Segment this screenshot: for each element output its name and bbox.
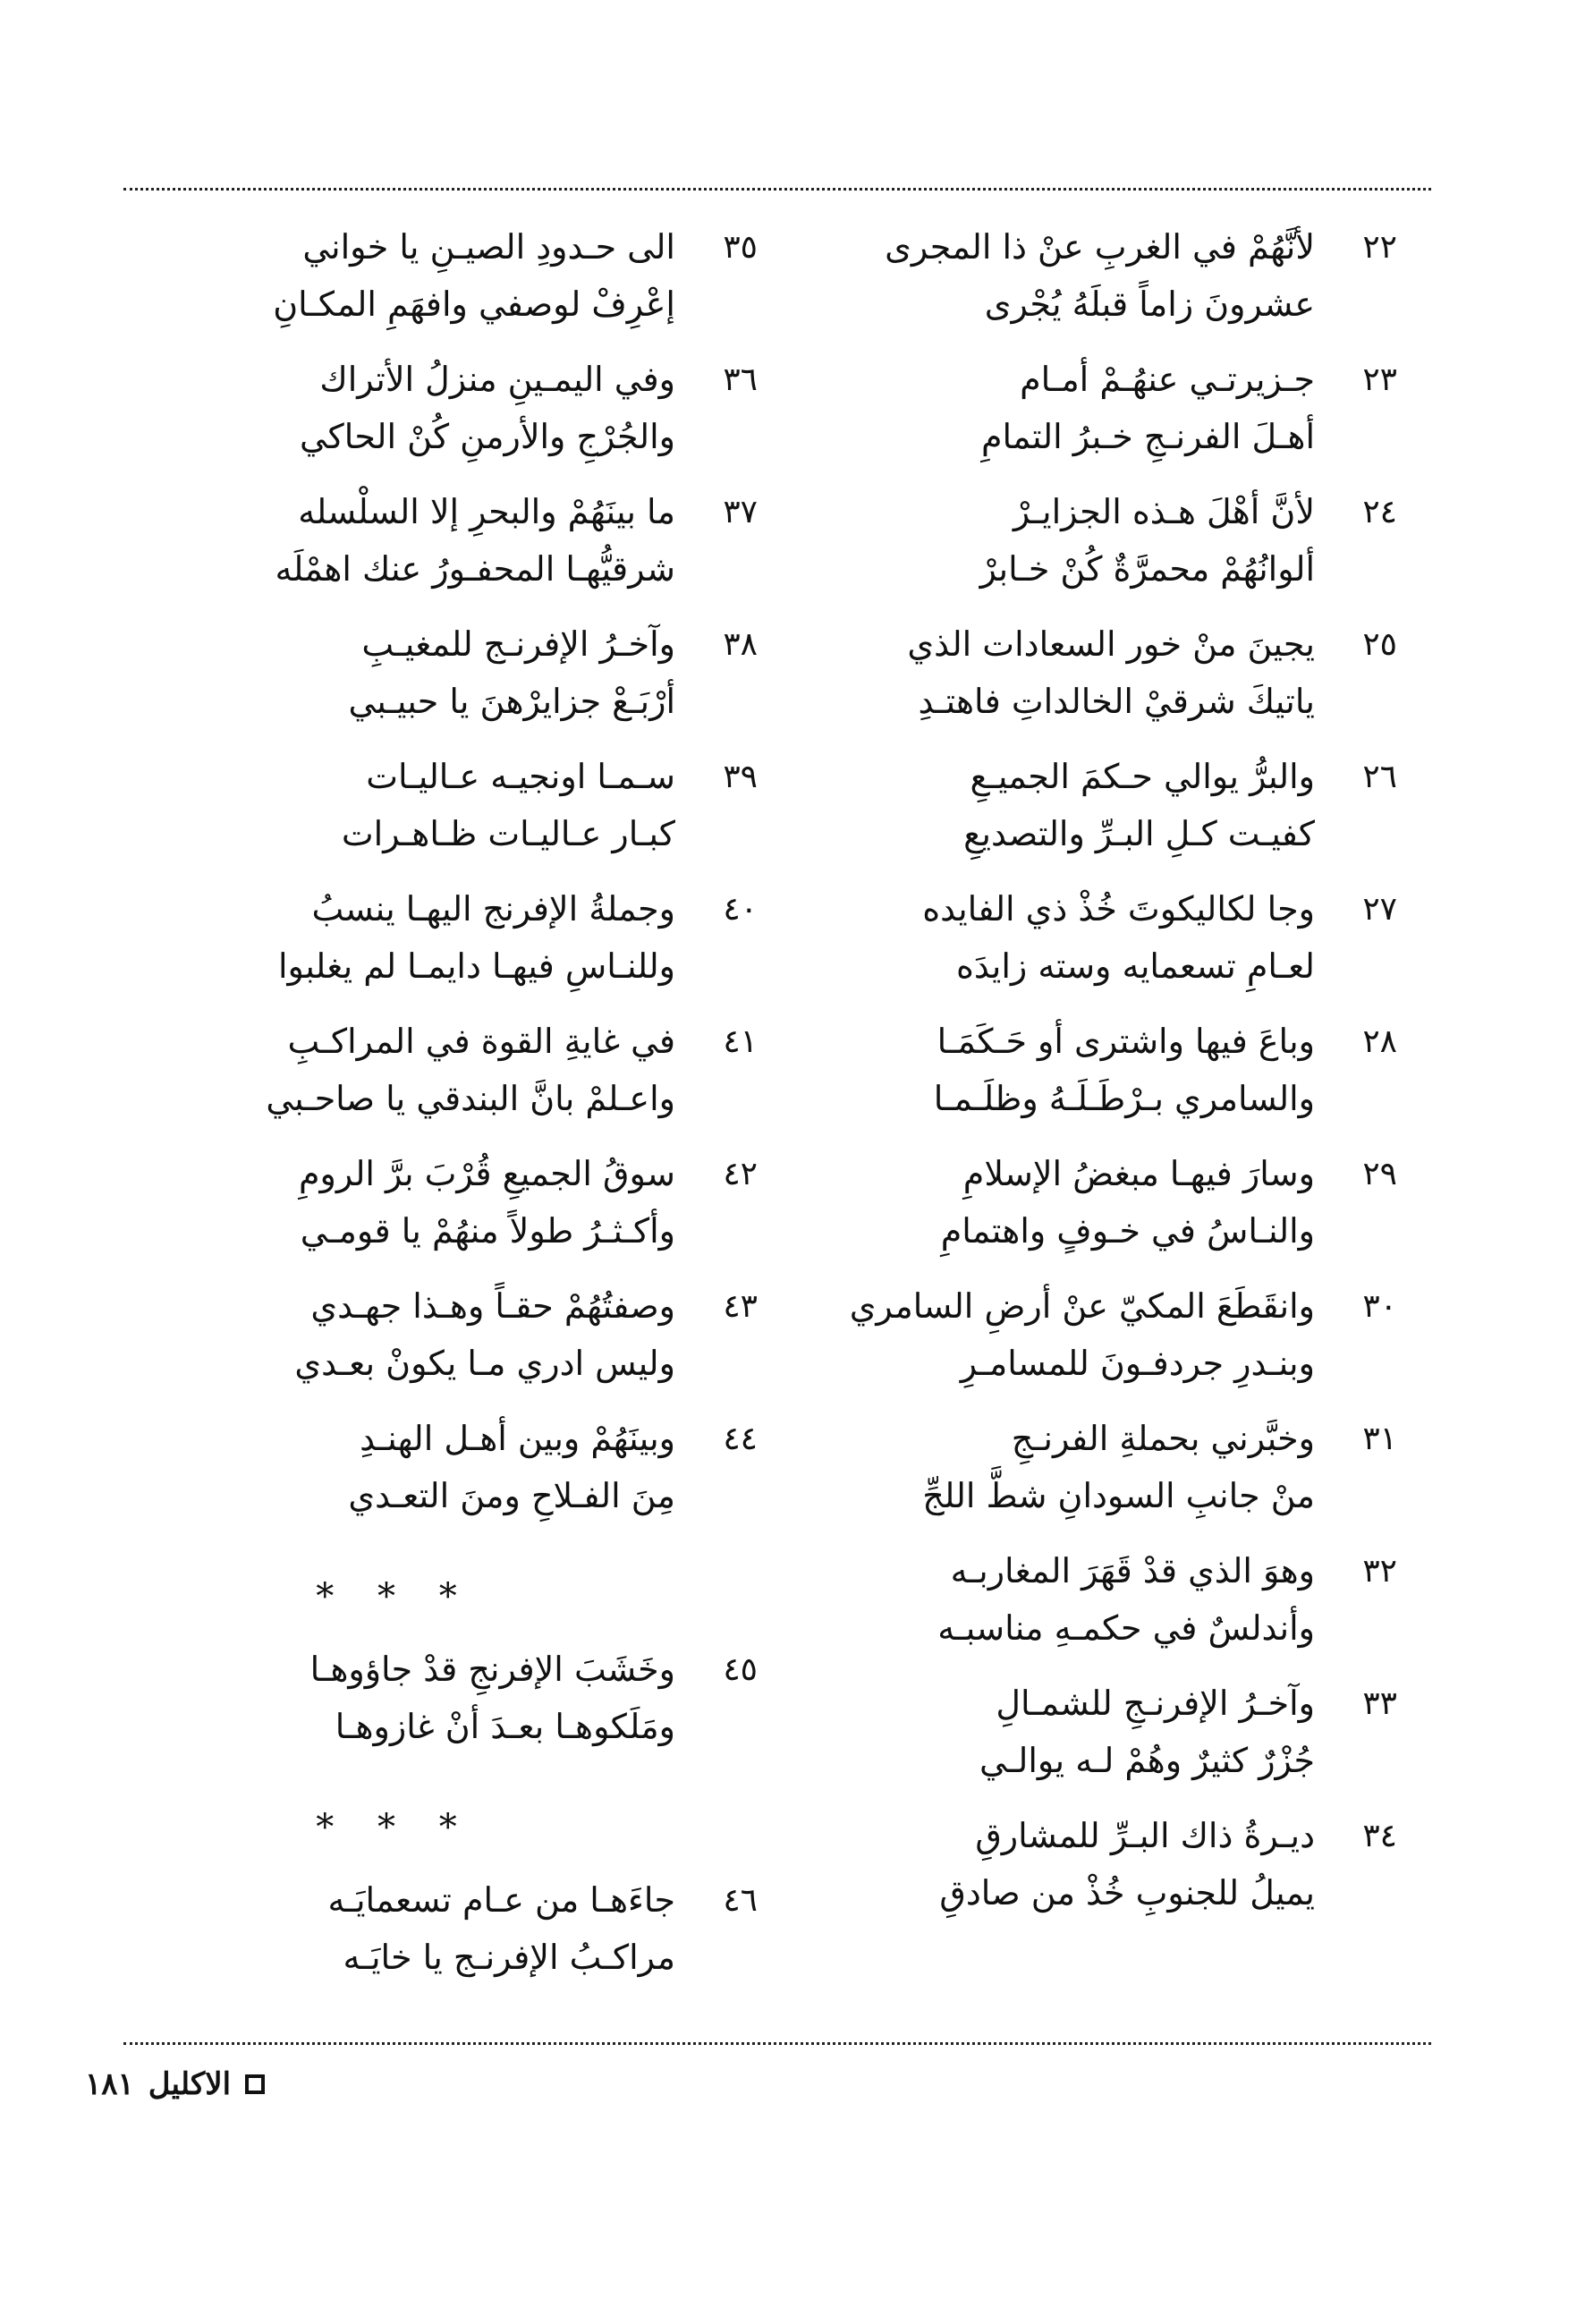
verse-line-second: وليس ادري مـا يكونْ بعـدي xyxy=(294,1344,675,1383)
verse-number: ٣٥ xyxy=(723,229,758,266)
verse-line-first: وباعَ فيها واشترى أو حَـكَمَـا xyxy=(937,1022,1315,1061)
verse-line-first: وانقَطَعَ المكيّ عنْ أرضِ السامري xyxy=(849,1286,1315,1326)
verse-line-first: سوقُ الجميعِ قُرْبَ برَّ الرومِ xyxy=(298,1154,675,1193)
verse-number: ٣٧ xyxy=(723,494,758,530)
verse-line-first: وخَشَبَ الإفرنجِ قدْ جاؤوهـا xyxy=(309,1650,675,1689)
left-column xyxy=(114,224,758,2009)
verse-number: ٣٤ xyxy=(1362,1818,1397,1854)
verse-line-second: أرْبَـعْ جزايرْهنَ يا حبيـبي xyxy=(348,682,675,721)
footer-title: الاكليل xyxy=(148,2066,232,2102)
verse xyxy=(114,1877,758,2009)
verse-line-first: وجا لكاليكوتَ خُذْ ذي الفايده xyxy=(922,889,1315,929)
verse xyxy=(114,488,758,621)
page-footer xyxy=(85,2066,265,2102)
verse-line-first: ما بينَهُمْ والبحرِ إلا السلْسله xyxy=(298,492,675,531)
verse-line-second: شرقيُّهـا المحفـورُ عنك اهمْلَه xyxy=(275,549,675,589)
verse-line-first: لأنَّ أهْلَ هـذه الجزايـرْ xyxy=(1013,492,1315,531)
verse-number: ٢٨ xyxy=(1362,1023,1397,1060)
verse-number: ٢٢ xyxy=(1362,229,1397,266)
verse-line-second: وللنـاسِ فيهـا دايمـا لم يغلبوا xyxy=(278,946,675,986)
verse-line-second: مراكـبُ الإفرنـج يا خايَـه xyxy=(343,1938,675,1977)
verse-number: ٤٤ xyxy=(723,1421,758,1457)
verse-line-first: والبرُّ يوالي حـكمَ الجميـعِ xyxy=(970,757,1315,796)
verse-line-second: ألوانُهُمْ محمرَّةٌ كُنْ خـابرْ xyxy=(979,549,1315,589)
page-number: ١٨١ xyxy=(85,2066,134,2102)
stars-separator: * * * xyxy=(316,1807,473,1848)
verse-line-first: في غايةِ القوة في المراكـبِ xyxy=(287,1022,675,1061)
verse-line-first: الى حـدودِ الصيـنِ يا خواني xyxy=(302,227,675,267)
verse-number: ٣٢ xyxy=(1362,1553,1397,1590)
verse xyxy=(753,1150,1397,1283)
verse-number: ٣٩ xyxy=(723,759,758,795)
verse xyxy=(753,621,1397,753)
verse-number: ٣٠ xyxy=(1362,1288,1397,1325)
verse-number: ٢٩ xyxy=(1362,1156,1397,1192)
verse-line-second: إعْرِفْ لوصفي وافهَمِ المكـانِ xyxy=(273,284,675,324)
verse-number: ٣٣ xyxy=(1362,1685,1397,1722)
verse-line-first: سـمـا اونجيـه عـاليـات xyxy=(366,757,675,796)
verse xyxy=(753,753,1397,886)
verse-line-first: ديـرةُ ذاك البـرِّ للمشارقِ xyxy=(975,1816,1315,1855)
verse-line-second: لعـامِ تسعمايه وسته زايدَه xyxy=(955,946,1315,986)
verse-line-second: مِنَ الفـلاحِ ومنَ التعـدي xyxy=(348,1476,675,1515)
verse-number: ٢٥ xyxy=(1362,626,1397,663)
verse-line-second: جُزْرٌ كثيرٌ وهُمْ لـه يوالـي xyxy=(979,1741,1315,1780)
square-icon xyxy=(245,2074,265,2094)
verse-number: ٣٨ xyxy=(723,626,758,663)
verse-line-second: منْ جانبِ السودانِ شطَّ اللجِّ xyxy=(922,1476,1315,1515)
verse xyxy=(114,356,758,488)
verse-number: ٤٥ xyxy=(723,1651,758,1688)
verse-line-first: جـزيرتـي عنهُـمْ أمـام xyxy=(1020,360,1315,399)
verse xyxy=(114,1283,758,1415)
verse xyxy=(753,1548,1397,1680)
verse xyxy=(753,224,1397,356)
verse-line-first: وفي اليمـينِ منزلُ الأتراك xyxy=(319,360,675,399)
verse-number: ٤٦ xyxy=(723,1882,758,1919)
verse-line-second: والنـاسُ في خـوفٍ واهتمامِ xyxy=(940,1211,1315,1251)
verse-line-second: واعـلمْ بانَّ البندقي يا صاحـبي xyxy=(266,1079,675,1118)
verse-number: ٤٠ xyxy=(723,891,758,928)
verse-number: ٢٧ xyxy=(1362,891,1397,928)
verse-line-second: عشرونَ زاماً قبلَهُ يُجْرى xyxy=(984,284,1315,324)
verse-line-second: أهـلَ الفرنـجِ خـبرُ التمامِ xyxy=(980,417,1315,456)
verse-line-second: وبنـدرِ جردفـونَ للمسامـرِ xyxy=(960,1344,1315,1383)
verse-line-second: ومَلَكوهـا بعـدَ أنْ غازوهـا xyxy=(335,1707,675,1746)
verse-line-first: وسارَ فيهـا مبغضُ الإسلامِ xyxy=(962,1154,1315,1193)
verse-line-second: وأكـثـرُ طولاً منهُمْ يا قومـي xyxy=(300,1211,675,1251)
verse xyxy=(753,356,1397,488)
verse xyxy=(753,1812,1397,1945)
verse-line-first: لأنَّهُمْ في الغربِ عنْ ذا المجرى xyxy=(885,227,1315,267)
verse-line-first: جاءَهـا من عـام تسعمايَـه xyxy=(327,1880,675,1920)
verse-line-second: وأندلسٌ في حكمـهِ مناسبـه xyxy=(937,1608,1315,1648)
verse xyxy=(114,753,758,886)
verse xyxy=(114,1646,758,1778)
bottom-dotted-rule xyxy=(123,2042,1431,2045)
verse-number: ٢٦ xyxy=(1362,759,1397,795)
verse-line-first: وخبَّرني بحملةِ الفرنـجِ xyxy=(1011,1419,1315,1458)
verse xyxy=(114,1018,758,1150)
verse-line-second: يميلُ للجنوبِ خُذْ من صادقِ xyxy=(939,1873,1315,1913)
verse xyxy=(753,1680,1397,1812)
top-dotted-rule xyxy=(123,188,1431,191)
verse xyxy=(114,1415,758,1548)
verse-line-second: كفيـت كـلِ البـرِّ والتصديعِ xyxy=(963,814,1315,853)
verse-line-first: وآخـرُ الإفرنـج للمغيـبِ xyxy=(361,624,675,664)
verse-number: ٢٤ xyxy=(1362,494,1397,530)
verse-number: ٣١ xyxy=(1362,1421,1397,1457)
verse-line-first: وهوَ الذي قدْ قَهَرَ المغاربـه xyxy=(950,1551,1315,1590)
verse-line-second: والسامري بـرْطَـلَـهُ وظلَـمـا xyxy=(933,1079,1315,1118)
verse xyxy=(753,1283,1397,1415)
verse xyxy=(114,224,758,356)
verse-number: ٤١ xyxy=(723,1023,758,1060)
verse xyxy=(753,886,1397,1018)
verse xyxy=(753,1415,1397,1548)
verse xyxy=(753,1018,1397,1150)
verse-line-first: وصفتُهُمْ حقـاً وهـذا جهـدي xyxy=(310,1286,675,1326)
verse xyxy=(114,1150,758,1283)
stars-separator: * * * xyxy=(316,1576,473,1617)
verse-line-second: كبـار عـاليـات ظـاهـرات xyxy=(341,814,675,853)
verse xyxy=(753,488,1397,621)
right-column xyxy=(753,224,1397,1945)
verse-line-first: وجملةُ الإفرنج اليهـا ينسبُ xyxy=(311,889,675,929)
verse-number: ٢٣ xyxy=(1362,361,1397,398)
verse-line-first: وبينَهُمْ وبين أهـل الهنـدِ xyxy=(360,1419,675,1458)
verse-number: ٤٢ xyxy=(723,1156,758,1192)
verse-line-first: يجينَ منْ خور السعادات الذي xyxy=(907,624,1315,664)
verse xyxy=(114,621,758,753)
verse-number: ٣٦ xyxy=(723,361,758,398)
verse-number: ٤٣ xyxy=(723,1288,758,1325)
verse-line-first: وآخـرُ الإفرنـجِ للشمـالِ xyxy=(996,1684,1315,1723)
verse-line-second: ياتيكَ شرقيْ الخالداتِ فاهتـدِ xyxy=(918,682,1315,721)
verse xyxy=(114,886,758,1018)
verse-line-second: والجُرْجِ والأرمنِ كُنْ الحاكي xyxy=(300,417,675,456)
